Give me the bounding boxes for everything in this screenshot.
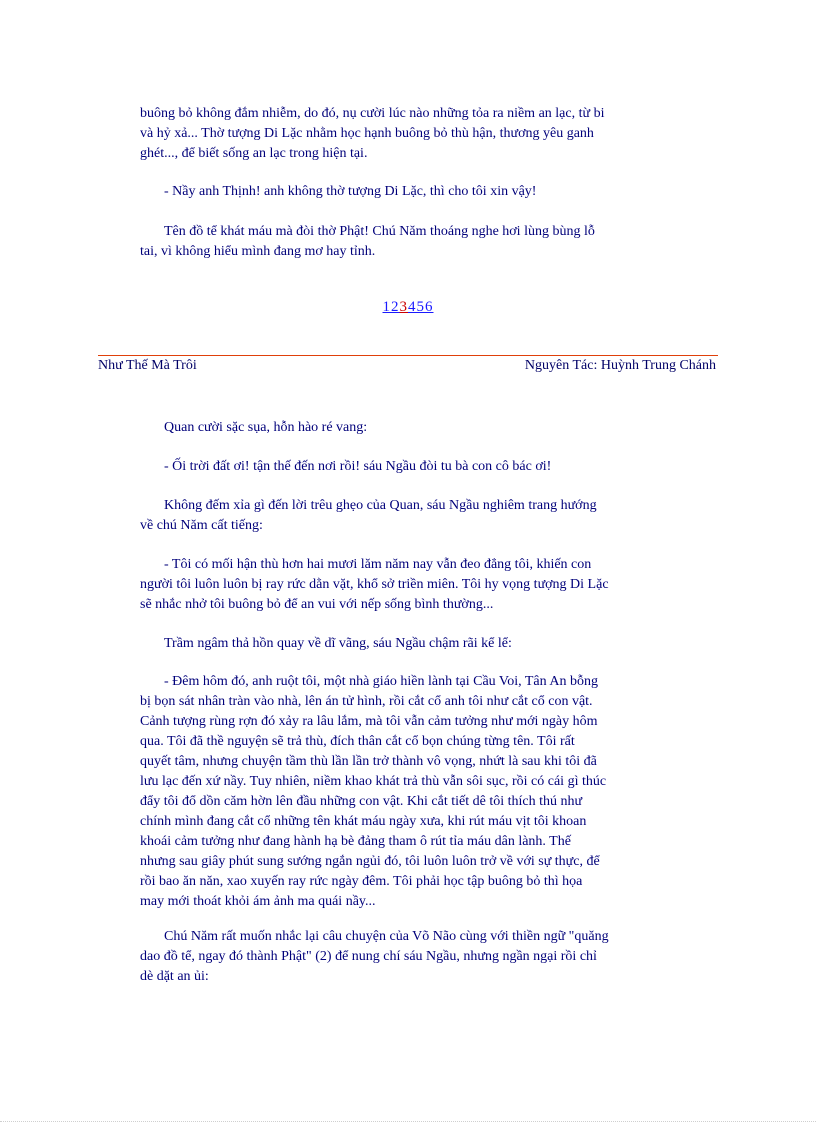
page-link-4[interactable]: 4	[408, 299, 417, 315]
text-line: Tên đồ tể khát máu mà đòi thờ Phật! Chú Năm thoáng nghe hơi lùng bùng lỗ	[164, 224, 595, 239]
paragraph	[140, 927, 680, 987]
page-link-1[interactable]: 1	[382, 299, 391, 315]
page-link-6[interactable]: 6	[425, 299, 434, 315]
text-line: và hỷ xả... Thờ tượng Di Lặc nhằm học hạnh buông bỏ thù hận, thương yêu ganh	[140, 126, 594, 141]
paragraph	[140, 104, 680, 164]
text-line: Cảnh tượng rùng rợn đó xảy ra lâu lắm, mà tôi vẫn cảm tưởng như mới ngày hôm	[140, 714, 598, 729]
text-line: lưu lạc đến xứ nầy. Tuy nhiên, niềm khao khát trả thù vẫn sôi sục, rồi có cái gì thúc	[140, 774, 607, 789]
text-line: nhưng sau giây phút sung sướng ngắn ngủi đó, tôi luôn luôn trở về với sự thực, để	[140, 854, 600, 869]
page-link-5[interactable]: 5	[416, 299, 425, 315]
text-line: dao đồ tể, ngay đó thành Phật" (2) để nung chí sáu Ngầu, nhưng ngần ngại rồi chỉ	[140, 949, 597, 964]
text-line: Chú Năm rất muốn nhắc lại câu chuyện của Võ Não cùng với thiền ngữ "quăng	[164, 929, 609, 944]
paragraph: - Nầy anh Thịnh! anh không thờ tượng Di Lặc, thì cho tôi xin vậy!	[164, 184, 537, 199]
paragraph: Trầm ngâm thả hồn quay về dĩ vãng, sáu Ngầu chậm rãi kể lể:	[164, 636, 512, 651]
paragraph: Quan cười sặc sụa, hỗn hào ré vang:	[164, 420, 368, 435]
text-line: quyết tâm, nhưng chuyện tầm thù lần lần trở thành vô vọng, nhứt là sau khi tôi đã	[140, 754, 597, 769]
text-line: - Tôi có mối hận thù hơn hai mươi lăm năm nay vẫn đeo đẳng tôi, khiến con	[164, 557, 592, 572]
text-line: tai, vì không hiểu mình đang mơ hay tỉnh.	[140, 244, 376, 259]
text-line: rồi bao ăn năn, xao xuyến ray rức ngày đêm. Tôi phải học tập buông bỏ thì họa	[140, 874, 583, 889]
page-link-3-current[interactable]: 3	[399, 299, 408, 315]
paragraph	[140, 222, 680, 262]
top-section	[140, 104, 680, 164]
page-navigation	[0, 299, 816, 316]
text-line: sẽ nhắc nhở tôi buông bỏ để an vui với nếp sống bình thường...	[140, 597, 494, 612]
book-title: Như Thế Mà Trôi	[98, 358, 197, 373]
text-line: bị bọn sát nhân tràn vào nhà, lên án tử hình, rồi cắt cổ anh tôi như cắt cổ con vật.	[140, 694, 593, 709]
text-line: buông bỏ không đắm nhiễm, do đó, nụ cười lúc nào những tỏa ra niềm an lạc, từ bi	[140, 106, 605, 121]
header-divider	[98, 355, 718, 356]
text-line: - Đêm hôm đó, anh ruột tôi, một nhà giáo hiền lành tại Cầu Voi, Tân An bỗng	[164, 674, 598, 689]
text-line: dè dặt an ủi:	[140, 969, 209, 984]
author-credit: Nguyên Tác: Huỳnh Trung Chánh	[524, 358, 716, 373]
text-line: may mới thoát khỏi ám ảnh ma quái nầy...	[140, 894, 376, 909]
text-line: về chú Năm cất tiếng:	[140, 518, 263, 533]
page-bottom-border	[0, 1121, 816, 1122]
text-line: Không đếm xỉa gì đến lời trêu ghẹo của Quan, sáu Ngầu nghiêm trang hướng	[164, 498, 597, 513]
paragraph	[140, 555, 680, 615]
paragraph: - Ối trời đất ơi! tận thế đến nơi rồi! sáu Ngầu đòi tu bà con cô bác ơi!	[164, 459, 552, 474]
text-line: đẩy tôi đổ dồn căm hờn lên đầu những con vật. Khi cắt tiết dê tôi thích thú như	[140, 794, 583, 809]
text-line: qua. Tôi đã thề nguyện sẽ trả thù, đích thân cắt cổ bọn chúng từng tên. Tôi rất	[140, 734, 575, 749]
text-line: chính mình đang cắt cổ những tên khát máu ngày xưa, khi rút máu vịt tôi khoan	[140, 814, 587, 829]
page-link-2[interactable]: 2	[391, 299, 400, 315]
text-line: khoái cảm tưởng như đang hành hạ bè đảng tham ô rút tỉa máu dân lành. Thế	[140, 834, 571, 849]
paragraph	[140, 496, 680, 536]
paragraph	[140, 672, 680, 912]
text-line: người tôi luôn luôn bị ray rức dằn vặt, khổ sở triền miên. Tôi hy vọng tượng Di Lặc	[140, 577, 609, 592]
text-line: ghét..., để biết sống an lạc trong hiện tại.	[140, 146, 368, 161]
